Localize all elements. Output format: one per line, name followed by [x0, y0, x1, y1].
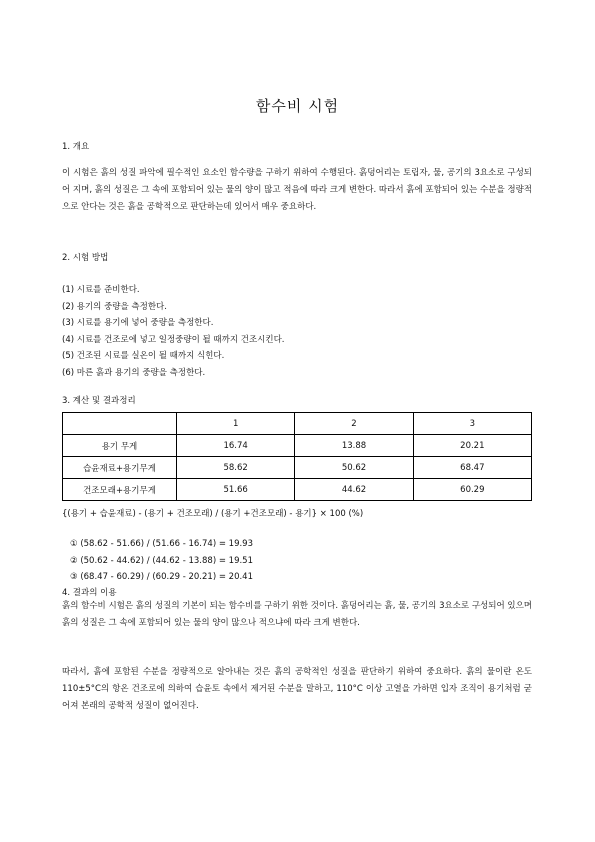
method-step: (5) 건조된 시료를 실온이 될 때까지 식힌다.	[62, 351, 225, 361]
row-label: 용기 무게	[63, 435, 177, 457]
table-cell: 51.66	[177, 479, 295, 501]
application-paragraph-2: 따라서, 흙에 포함된 수분을 정량적으로 알아내는 것은 흙의 공학적인 성질을 판단하기 위하여 중요하다. 흙의 물이란 온도 110±5°C의 항온 건조로에 의하여 습윤토 속에서 제거된 수분을 말하고, 110°C 이상 고열을 가하면 입자 조직이 용기처럼 굳어져 본래의 공학적 성질이 없어진다.	[62, 667, 532, 711]
row-label: 건조모래+용기무게	[63, 479, 177, 501]
section-heading-overview: 1. 개요	[62, 142, 90, 152]
method-step: (1) 시료를 준비한다.	[62, 285, 140, 295]
calculation-line: ③ (68.47 - 60.29) / (60.29 - 20.21) = 20.41	[70, 572, 253, 582]
row-label: 습윤재료+용기무게	[63, 457, 177, 479]
table-cell: 13.88	[295, 435, 413, 457]
table-cell: 60.29	[413, 479, 531, 501]
method-step: (6) 마른 흙과 용기의 중량을 측정한다.	[62, 367, 206, 378]
table-header-cell: 1	[177, 413, 295, 435]
method-step: (2) 용기의 중량을 측정한다.	[62, 301, 167, 312]
method-step: (3) 시료를 용기에 넣어 중량을 측정한다.	[62, 318, 214, 328]
table-row	[63, 457, 532, 479]
method-step: (4) 시료를 건조로에 넣고 일정중량이 될 때까지 건조시킨다.	[62, 334, 285, 345]
table-cell: 58.62	[177, 457, 295, 479]
overview-paragraph: 이 시험은 흙의 성질 파악에 필수적인 요소인 함수량을 구하기 위하여 수행된다. 흙덩어리는 토립자, 물, 공기의 3요소로 구성되어 지며, 흙의 성질은 그 속에 포함되어 있는 물의 양이 많고 적음에 따라 크게 변한다. 따라서 흙에 포함되어 있는 수분을 정량적으로 안다는 것은 흙을 공학적으로 판단하는데 있어서 매우 중요하다.	[62, 168, 532, 212]
section-heading-calculation: 3. 계산 및 결과정리	[62, 396, 136, 406]
table-cell: 16.74	[177, 435, 295, 457]
table-cell: 44.62	[295, 479, 413, 501]
table-header-cell	[63, 413, 177, 435]
table-cell: 20.21	[413, 435, 531, 457]
application-paragraph-1: 흙의 함수비 시험은 흙의 성질의 기본이 되는 함수비를 구하기 위한 것이다. 흙덩어리는 흙, 물, 공기의 3요소로 구성되어 있으며 흙의 성질은 그 속에 포함되어 있는 물의 양이 많으나 적으냐에 따라 크게 변한다.	[62, 601, 533, 628]
table-cell: 50.62	[295, 457, 413, 479]
page-title: 함수비 시험	[255, 97, 340, 115]
results-table	[62, 412, 532, 501]
table-cell: 68.47	[413, 457, 531, 479]
section-heading-application: 4. 결과의 이용	[62, 588, 117, 598]
calculation-list	[70, 536, 253, 586]
water-content-formula: {(용기 + 습윤재료) - (용기 + 건조모래) / (용기 +건조모래) - 용기} × 100 (%)	[62, 509, 364, 519]
method-steps	[62, 282, 285, 381]
table-header-row	[63, 413, 532, 435]
table-row	[63, 479, 532, 501]
calculation-line: ② (50.62 - 44.62) / (44.62 - 13.88) = 19.51	[70, 555, 253, 566]
calculation-line: ① (58.62 - 51.66) / (51.66 - 16.74) = 19.93	[70, 539, 253, 549]
table-row	[63, 435, 532, 457]
section-heading-method: 2. 시험 방법	[62, 253, 109, 263]
table-header-cell: 2	[295, 413, 413, 435]
table-header-cell: 3	[413, 413, 531, 435]
